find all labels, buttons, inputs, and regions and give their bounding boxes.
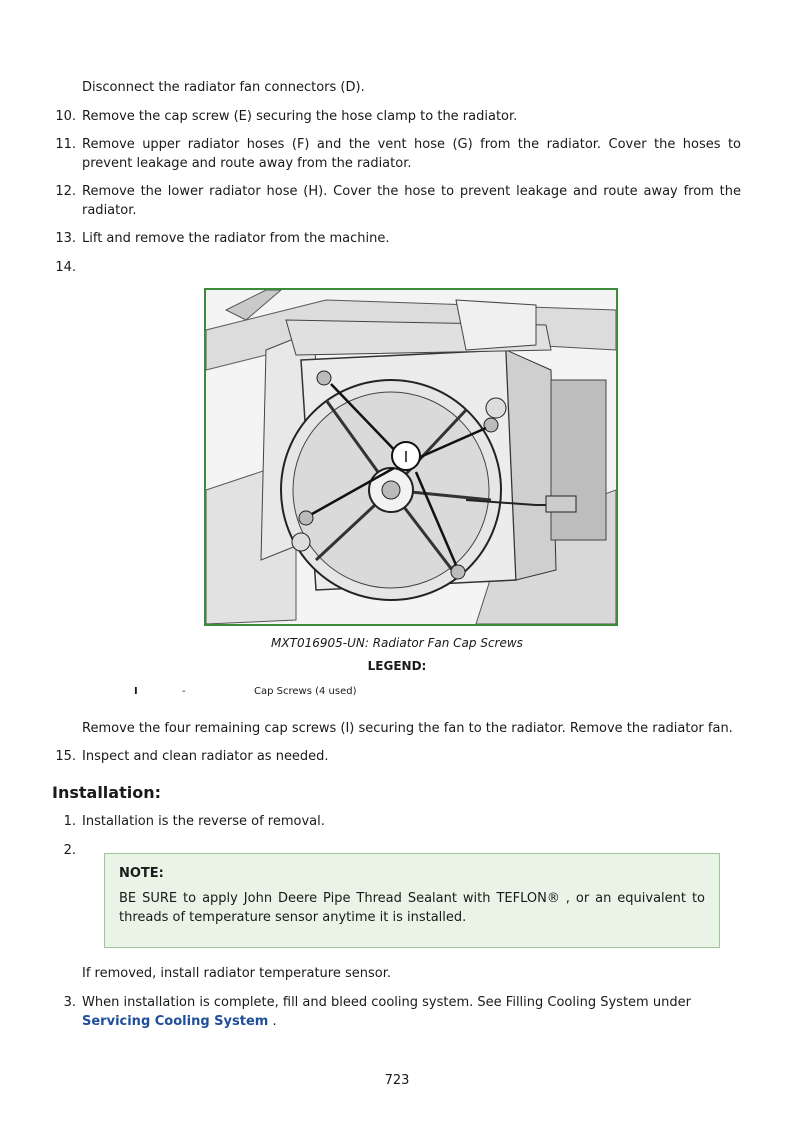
legend-title: LEGEND: <box>367 659 427 673</box>
figure-caption: MXT016905-UN: Radiator Fan Cap Screws <box>271 636 523 650</box>
radiator-fan-figure <box>204 288 618 626</box>
step-12-number: 12. <box>55 184 76 199</box>
step-13-text: Lift and remove the radiator from the machine. <box>82 231 390 246</box>
step-9-text: Disconnect the radiator fan connectors (D). <box>82 80 365 95</box>
step-15-number: 15. <box>55 749 76 764</box>
figure-callout-i: I <box>403 449 409 466</box>
install-step-3-text: When installation is complete, fill and bleed cooling system. See Filling Cooling System under <box>82 995 691 1010</box>
install-step-3-end: . <box>272 1014 277 1029</box>
step-10-number: 10. <box>55 109 76 124</box>
step-11-text: Remove upper radiator hoses (F) and the vent hose (G) from the radiator. Cover the hoses to prevent leakage and route away from the radiator. <box>82 137 741 171</box>
step-12-text: Remove the lower radiator hose (H). Cover the hose to prevent leakage and route away from the radiator. <box>82 184 741 218</box>
step-11-number: 11. <box>55 137 76 152</box>
note-text: BE SURE to apply John Deere Pipe Thread Sealant with TEFLON® , or an equivalent to threads of temperature sensor anytime it is installed. <box>119 891 705 925</box>
step-13-number: 13. <box>55 231 76 246</box>
legend-description: Cap Screws (4 used) <box>254 686 357 697</box>
step-10-text: Remove the cap screw (E) securing the hose clamp to the radiator. <box>82 109 518 124</box>
install-step-1-text: Installation is the reverse of removal. <box>82 814 325 829</box>
note-box <box>104 853 720 948</box>
step-15-text: Inspect and clean radiator as needed. <box>82 749 329 764</box>
step-14-text: Remove the four remaining cap screws (I) securing the fan to the radiator. Remove the radiator fan. <box>82 721 733 736</box>
install-step-3-paragraph <box>82 993 744 1031</box>
legend-dash: - <box>182 686 186 697</box>
page-number: 723 <box>384 1073 410 1088</box>
servicing-cooling-system-link[interactable]: Servicing Cooling System <box>82 1014 269 1029</box>
radiator-fan-illustration <box>206 290 616 624</box>
install-step-1-number: 1. <box>63 814 76 829</box>
step-14-number: 14. <box>55 260 76 275</box>
install-step-2-text: If removed, install radiator temperature sensor. <box>82 966 392 981</box>
install-step-3-number: 3. <box>63 995 76 1010</box>
legend-key: I <box>134 686 138 697</box>
install-step-2-number: 2. <box>63 843 76 858</box>
installation-heading: Installation: <box>52 783 161 802</box>
note-title: NOTE: <box>119 866 164 881</box>
